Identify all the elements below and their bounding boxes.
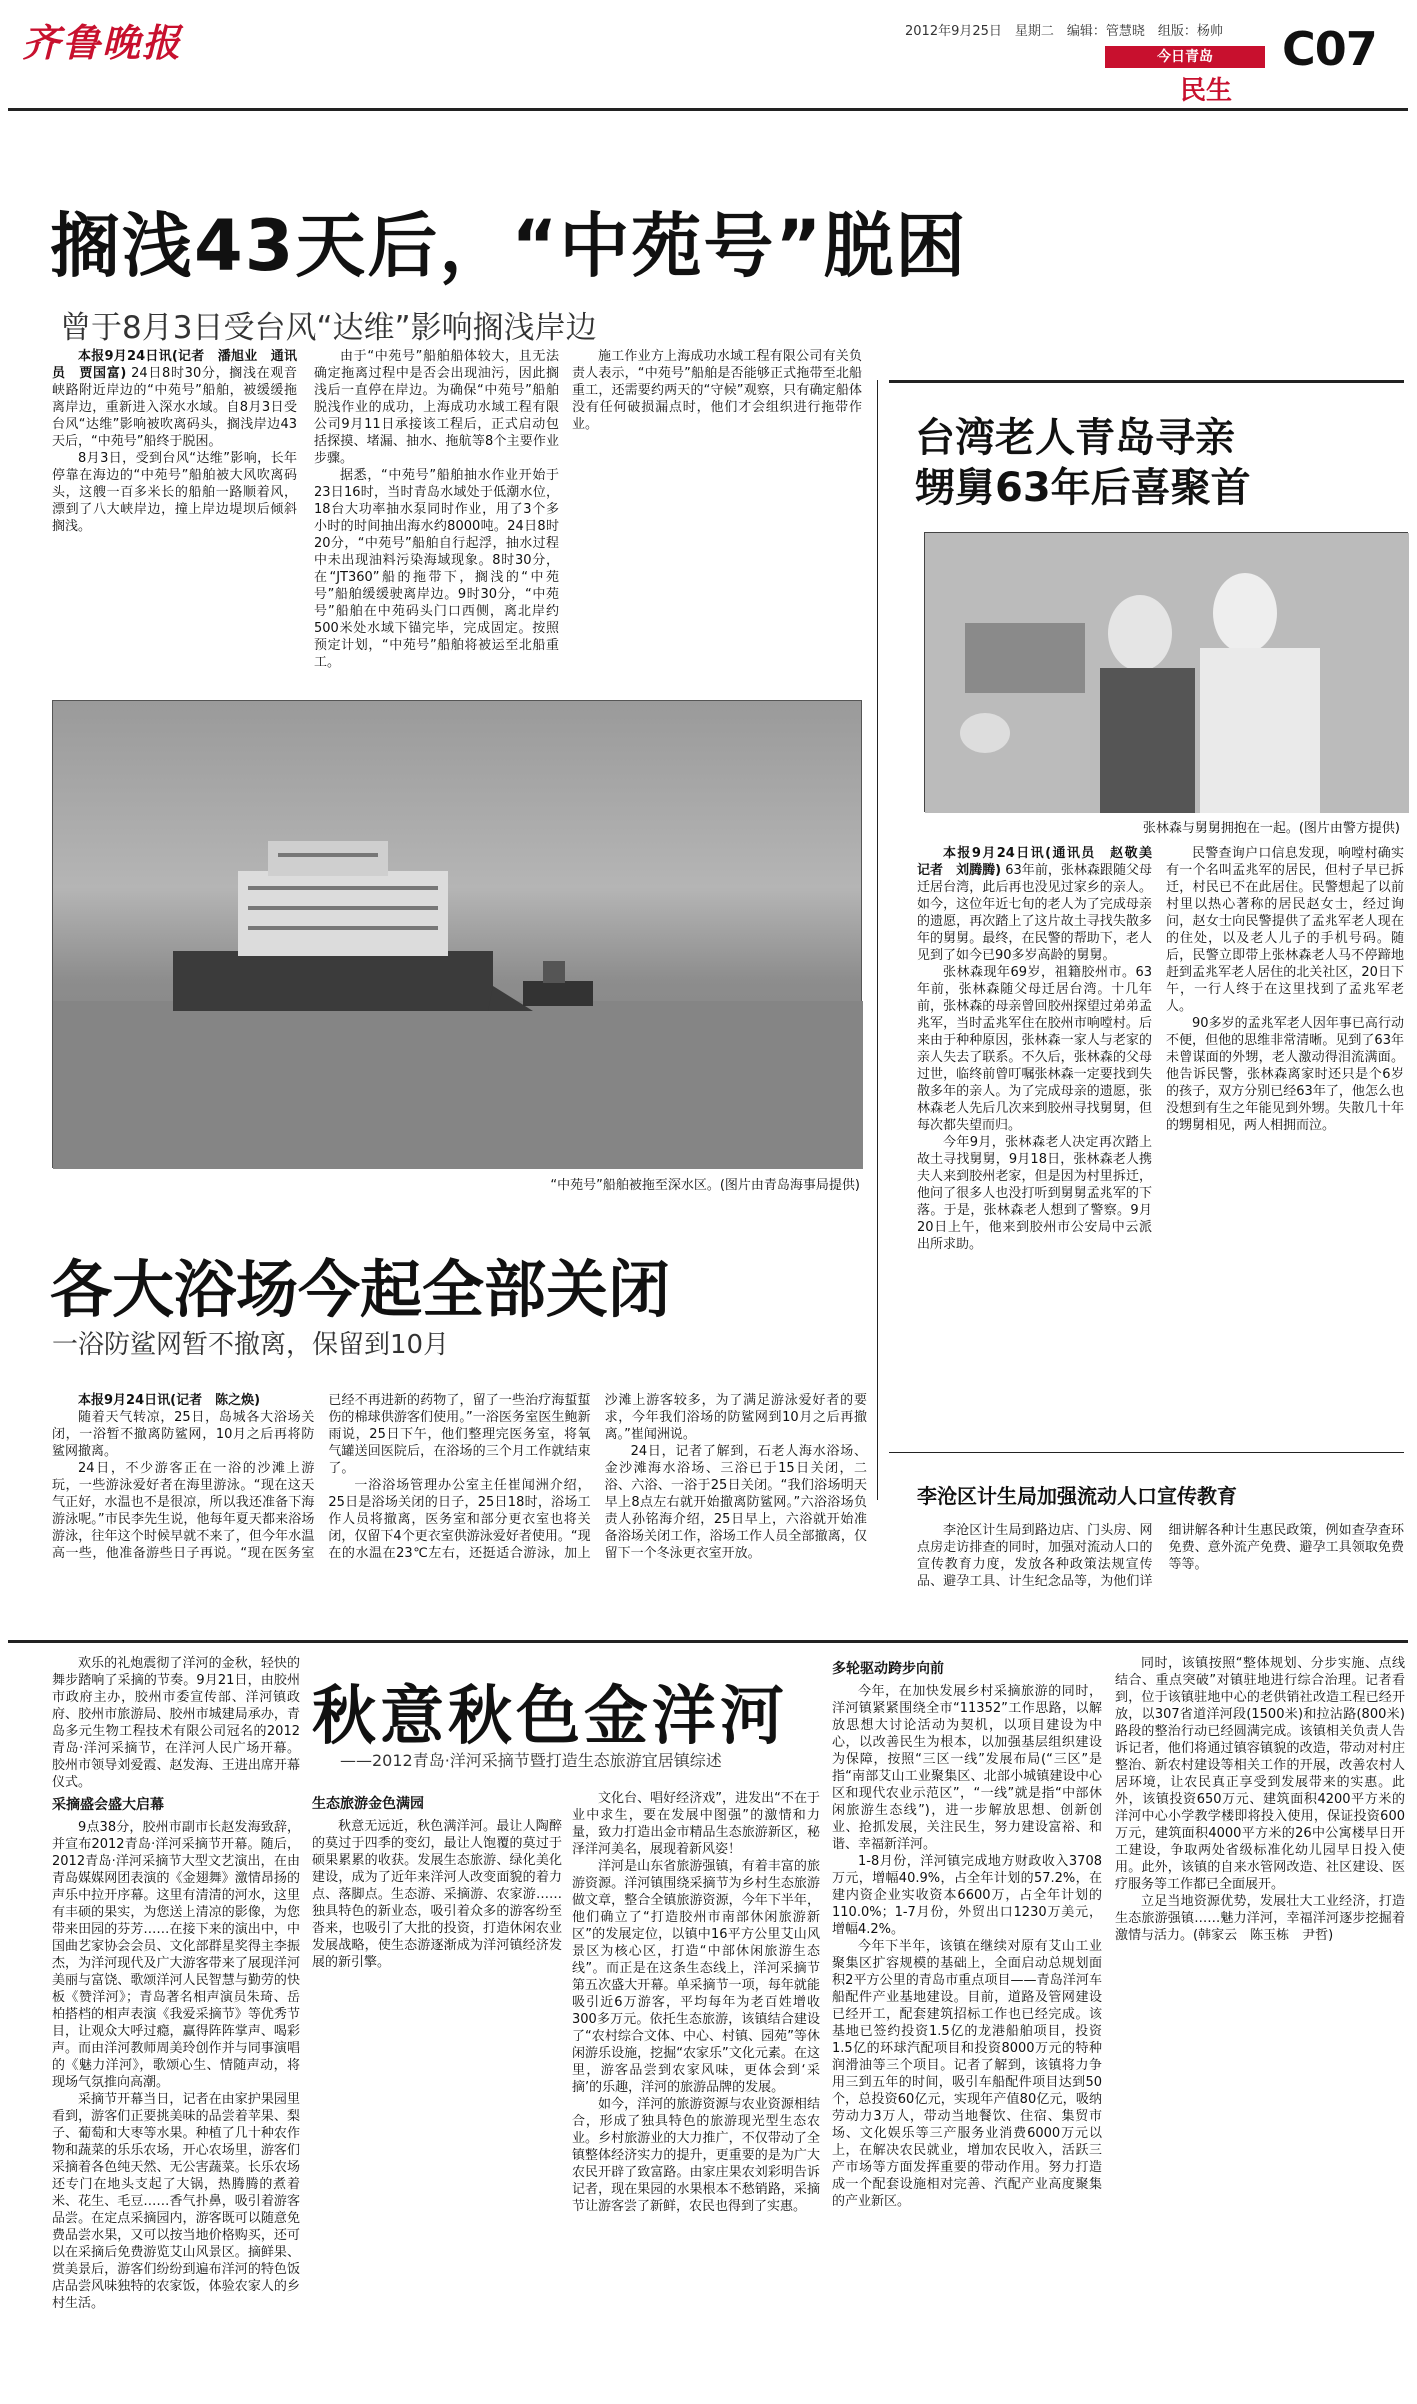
article2-para: 民警查询户口信息发现，响嘡村确实有一个名叫孟兆军的居民，但村子早已拆迁，村民已不在此居住。民警想起了以前村里以热心著称的居民赵女士，经过询问，赵女士向民警提供了孟兆军老人现在的住处，以及老人儿子的手机号码。随后，民警立即带上张林森老人马不停蹄地赶到孟兆军老人居住的北关社区，20日下午，一行人终于在这里找到了孟兆军老人。: [1166, 846, 1404, 1014]
family-illustration: [925, 533, 1409, 813]
article1-para: 8月3日，受到台风“达维”影响，长年停靠在海边的“中苑号”船舶被大风吹离码头，这艘一百多米长的船舶一路顺着风，漂到了八大峡岸边，撞上岸边堤坝后倾斜搁浅。: [52, 451, 297, 534]
ship-hull: [173, 951, 493, 1011]
newspaper-logo: 齐鲁晚报: [22, 20, 183, 65]
elder-head: [1108, 595, 1172, 671]
article5-para: 洋河是山东省旅游强镇，有着丰富的旅游资源。洋河镇围绕采摘节为乡村生态旅游做文章，整合全镇旅游资源，今年下半年，他们确立了“打造胶州市南部休闲旅游新区”的发展定位，以镇中16平方公里艾山风景区为核心区，打造“中部休闲旅游生态线”。而正是在这条生态线上，洋河采摘节第五次盛大开幕。单采摘节一项，每年就能吸引近6万游客，平均每年为老百姓增收300多万元。依托生态旅游，该镇结合建设了“农村综合文体、中心、村镇、园苑”等休闲游乐设施，挖掘“农家乐”文化元素。在这里，游客品尝到农家风味，更体会到‘采摘’的乐趣，洋河的旅游品牌的发展。: [572, 1859, 820, 2095]
article1-para: 据悉，“中苑号”船舶抽水作业开始于23日16时，当时青岛水域处于低潮水位，18台大功率抽水泵同时作业，用了3个多小时的时间抽出海水约8000吨。24日8时20分，“中苑号”船舶自行起浮，抽水过程中未出现油料污染海域现象。8时30分，在“JT360”船的拖带下，搁浅的“中苑号”船舶缓缓驶离岸边。9时30分，“中苑号”船舶在中苑码头门口西侧，离北岸约500米处水域下锚完毕，完成固定。按照预定计划，“中苑号”船舶将被运至北船重工。: [314, 468, 559, 670]
masthead-rule: [8, 108, 1408, 111]
family-photo-caption: 张林森与舅舅拥抱在一起。(图片由警方提供): [1142, 821, 1400, 836]
article5-para: 文化台、唱好经济戏”，进发出“不在于业中求生，要在发展中图强”的激情和力量，致力打造出金市精品生态旅游新区，秘泽洋河美名，展现着新风姿！: [572, 1791, 820, 1857]
tugboat: [523, 981, 593, 1006]
younger-body: [1200, 648, 1320, 813]
column-divider: [877, 380, 878, 1500]
younger-head: [1213, 573, 1277, 653]
article4-para: 李沧区计生局到路边店、门头房、网点房走访排查的同时，加强对流动人口的宣传教育力度，发放各种政策法规宣传品、避孕工具、计生纪念品等，为他们详细讲解各种计生惠民政策，例如查孕查环免费、意外流产免费、避孕工具领取免费等等。: [917, 1523, 1404, 1589]
headline-article4: 李沧区计生局加强流动人口宣传教育: [917, 1484, 1237, 1508]
ship-illustration: [53, 701, 863, 1169]
article5-top-rule: [8, 1640, 1408, 1643]
article3-para: 24日，不少游客正在一浴的沙滩上游玩，一些游泳爱好者在海里游泳。“现在这天气正好，水温也不是很凉，所以我还准备下海游泳呢。”市民李先生说，他每年夏天都来浴场游泳，往年这个时候早就不来了，但今年水温高一些，他准备游些日子再说。“现在医务室已经不再进新的药物了，留了一些治疗海蜇蜇伤的棉球供游客们使用。”一浴医务室医生鲍新雨说，25日下午，他们整理完医务室，将氧气罐送回医院后，在浴场的三个月工作就结束了。: [52, 1393, 591, 1561]
article5-para: 今年下半年，该镇在继续对原有艾山工业聚集区扩容规模的基础上，全面启动总规划面积2平方公里的青岛市重点项目——青岛洋河车船配件产业基地建设。目前，道路及管网建设已经开工，配套建筑招标工作也已经完成。该基地已签约投资1.5亿的龙港船舶项目，投资1.5亿的环球汽配项目和投资8000万元的特种润滑油等三个项目。记者了解到，该镇将力争用三到五年的时间，吸引车船配件项目达到50个，总投资60亿元，实现年产值80亿元，吸纳劳动力3万人，带动当地餐饮、住宿、集贸市场、文化娱乐等三产服务业消费6000万元以上，在解决农民就业，增加农民收入，活跃三产市场等方面发挥重要的带动作用。努力打造成一个配套设施相对完善、汽配产业高度聚集的产业新区。: [832, 1939, 1102, 2209]
headline-article3: 各大浴场今起全部关闭: [50, 1253, 671, 1326]
article3-body: [52, 1392, 867, 1627]
article5-para: 采摘节开幕当日，记者在由家护果园里看到，游客们正要挑美味的品尝着苹果、梨子、葡萄和大枣等水果。种植了几十种农作物和蔬菜的乐乐农场，开心农场里，游客们采摘着各色纯天然、无公害蔬菜。长乐农场还专门在地头支起了大锅，热腾腾的煮着米、花生、毛豆……香气扑鼻，吸引着游客品尝。在定点采摘园内，游客既可以随意免费品尝水果，又可以按当地价格购买，还可以在采摘后免费游览艾山风景区。摘鲜果、赏美景后，游客们纷纷到遍布洋河的特色饭店品尝风味独特的农家饭，体验农家人的乡村生活。: [52, 2092, 300, 2311]
article2-para: 张林森现年69岁，祖籍胶州市。63年前，张林森随父母迁居台湾。十几年前，张林森的母亲曾回胶州探望过弟弟孟兆军，当时孟兆军住在胶州市响嘡村。后来由于种种原因，张林森一家人与老家的亲人失去了联系。不久后，张林森的父母过世，临终前曾叮嘱张林森一定要找到失散多年的亲人。为了完成母亲的遗愿，张林森老人先后几次来到胶州寻找舅舅，但每次都失望而归。: [917, 965, 1152, 1133]
article3-para: 24日，记者了解到，石老人海水浴场、金沙滩海水浴场、三浴已于15日关闭，二浴、六浴、一浴于25日关闭。“我们浴场明天早上8点左右就开始撤离防鲨网。”六浴浴场负责人孙铭海介绍，25日早上，六浴就开始准备浴场关闭工作，浴场工作人员全部撤离，仅留下一个冬泳更衣室开放。: [604, 1444, 867, 1561]
article5-col4: [832, 1655, 1102, 2400]
article5-col3: [572, 1790, 820, 2400]
article2-para: 90多岁的孟兆军老人因年事已高行动不便，但他的思维非常清晰。见到了63年未曾谋面的外甥，老人激动得泪流满面。他告诉民警，张林森离家时还只是个6岁的孩子，双方分别已经63年了，他怎么也没想到有生之年能见到外甥。失散几十年的甥舅相见，两人相拥而泣。: [1166, 1016, 1404, 1133]
article5-col5: [1115, 1655, 1405, 2400]
article5-col2: [312, 1790, 562, 2400]
article4-top-rule: [889, 1452, 1404, 1453]
article5-para: 9点38分，胶州市副市长赵发海致辞，并宣布2012青岛·洋河采摘节开幕。随后，2012青岛·洋河采摘节大型文艺演出，在由青岛媒媒网团表演的《金翅舞》激情昂扬的声乐中拉开序幕。这里有清清的河水，这里有丰硕的果实，为您送上清凉的影像，为您带来田园的芬芳……在接下来的演出中，中国曲艺家协会会员、文化部群星奖得主李振杰，为洋河现代及广大游客带来了展现洋河美丽与富饶、歌颂洋河人民智慧与勤劳的快板《赞洋河》；青岛著名相声演员朱琦、岳柏搭档的相声表演《我爱采摘节》等优秀节目，让观众大呼过瘾，赢得阵阵掌声、喝彩声。而由洋河教师周美玲创作并与同事演唱的《魅力洋河》，歌颂心生、情随声动，将现场气氛推向高潮。: [52, 1820, 300, 2090]
ship-photo: [52, 700, 862, 1168]
article5-para: 今年，在加快发展乡村采摘旅游的同时，洋河镇紧紧围绕全市“11352”工作思路，以解放思想大讨论活动为契机，以项目建设为中心，以改善民生为根本，以加强基层组织建设为保障，按照“三区一线”发展布局(“三区”是指“南部艾山工业聚集区、北部小城镇建设中心区和现代农业示范区”，“一线”就是指“中部休闲旅游生态线”)，进一步解放思想、创新创业、抢抓发展，关注民生，努力建设富裕、和谐、幸福新洋河。: [832, 1684, 1102, 1852]
article3-byline: 本报9月24日讯(记者 陈之焕): [78, 1393, 261, 1408]
date-line: 2012年9月25日 星期二 编辑：管慧晓 组版：杨帅: [905, 24, 1223, 39]
subhead-article1: 曾于8月3日受台风“达维”影响搁浅岸边: [60, 310, 597, 346]
article5-para: 1-8月份，洋河镇完成地方财政收入3708万元，增幅40.9%，占全年计划的57.2%，在建内资企业实收资本6600万，占全年计划的110.0%；1-7月份，外贸出口1230万美元，增幅4.2%。: [832, 1854, 1102, 1937]
subhead-article5: ——2012青岛·洋河采摘节暨打造生态旅游宜居镇综述: [340, 1751, 722, 1770]
article5-subhead3: 多轮驱动跨步向前: [832, 1661, 944, 1677]
headline-article5: 秋意秋色金洋河: [312, 1680, 788, 1754]
article5-para: 如今，洋河的旅游资源与农业资源相结合，形成了独具特色的旅游现光型生态农业。乡村旅游业的大力推广，不仅带动了全镇整体经济实力的提升，更重要的是为广大农民开辟了致富路。由家庄果农刘彩明告诉记者，现在果园的水果根本不愁销路，采摘节让游客尝了新鲜，农民也得到了实惠。: [572, 2097, 820, 2214]
article5-subhead1: 采摘盛会盛大启幕: [52, 1797, 164, 1813]
article1-byline: 本报9月24日讯(记者 潘旭业 通讯员 贾国富) 24日8时30分，搁浅在观音峡路附近岸边的“中苑号”船舶，被缓缓拖离岸边，重新进入深水水域。自8月3日受台风“达维”影响被吹离码头，搁浅岸边43天后，“中苑号”船终于脱困。: [52, 349, 297, 449]
section-label: 今日青岛: [1105, 46, 1265, 68]
article2-col1: [917, 845, 1166, 1405]
article2-top-rule: [889, 380, 1404, 383]
article5-para: 同时，该镇按照“整体规划、分步实施、点线结合、重点突破”对镇驻地进行综合治理。记者看到，位于该镇驻地中心的老供销社改造工程已经开放，以307省道洋河段(1500米)和拉沾路(800米)路段的整治行动已经圆满完成。该镇相关负责人告诉记者，他们将通过镇容镇貌的改造，带动对村庄整治、新农村建设等相关工作的开展，改善农村人居环境，让农民真正享受到发展带来的实惠。此外，该镇投资650万元、建筑面积4200平方米的洋河中心小学教学楼即将投入使用，保证投资600万元，建筑面积4000平方米的26中公寓楼早日开工建设，争取两处省级标准化幼儿园早日投入使用。此外，该镇的自来水管网改造、社区建设、医疗服务等工作都已全面展开。: [1115, 1656, 1405, 1892]
article2-byline: 本报9月24日讯(通讯员 赵敬美 记者 刘腾腾) 63年前，张林森跟随父母迁居台湾，此后再也没见过家乡的亲人。如今，这位年近七旬的老人为了完成母亲的遗愿，再次踏上了这片故土寻找失散多年的舅舅。最终，在民警的帮助下，老人见到了如今已90多岁高龄的舅舅。: [917, 846, 1166, 963]
ship-superstructure: [238, 871, 448, 956]
article2-col2: [1166, 845, 1404, 1405]
article3-para: 随着天气转凉，25日，岛城各大浴场关闭，一浴暂不撤离防鲨网，10月之后再将防鲨网撤离。: [52, 1410, 315, 1459]
article1-para: 施工作业方上海成功水域工程有限公司有关负责人表示，“中苑号”船舶是否能够正式拖带至北船重工，还需要约两天的“守候”观察，只有确定船体没有任何破损漏点时，他们才会组织进行拖带作业。: [572, 349, 862, 432]
subhead-article3: 一浴防鲨网暂不撤离，保留到10月: [52, 1330, 450, 1360]
article1-col1: [52, 348, 297, 693]
ship-photo-caption: “中苑号”船舶被拖至深水区。(图片由青岛海事局提供): [550, 1178, 860, 1193]
article1-para: 由于“中苑号”船舶船体较大，且无法确定拖离过程中是否会出现油污，因此搁浅后一直停在岸边。为确保“中苑号”船舶脱浅作业的成功，上海成功水域工程有限公司9月11日承接该工程后，正式启动包括探摸、堵漏、抽水、拖航等8个主要作业步骤。: [314, 349, 559, 466]
article1-col3: [572, 348, 862, 693]
family-photo: [924, 532, 1408, 812]
article4-body: [917, 1522, 1404, 1632]
article2-para: 今年9月，张林森老人决定再次踏上故土寻找舅舅，9月18日，张林森老人携夫人来到胶州老家，但是因为村里拆迁，他问了很多人也没打听到舅舅孟兆军的下落。于是，张林森老人想到了警察。9月20日上午，他来到胶州市公安局中云派出所求助。: [917, 1135, 1152, 1252]
elder-body: [1100, 668, 1195, 813]
article1-col2: [314, 348, 559, 693]
sub-section-label: 民生: [1180, 76, 1233, 106]
article5-col1: [52, 1655, 300, 2400]
article5-para: 秋意无远近，秋色满洋河。最让人陶醉的莫过于四季的变幻，最让人饱覆的莫过于硕果累累的收获。发展生态旅游、绿化美化建设，成为了近年来洋河人改变面貌的着力点、落脚点。生态游、采摘游、农家游……独具特色的新业态，吸引着众多的游客纷至沓来，也吸引了大批的投资，打造休闲农业发展战略，使生态游逐渐成为洋河镇经济发展的新引擎。: [312, 1819, 562, 1970]
page-number: C07: [1282, 22, 1377, 76]
article5-para: 立足当地资源优势，发展壮大工业经济，打造生态旅游强镇……魅力洋河，幸福洋河逐步挖掘着激情与活力。(韩家云 陈玉栋 尹哲): [1115, 1894, 1405, 1943]
headline-article2: 台湾老人青岛寻亲 甥舅63年后喜聚首: [915, 415, 1251, 511]
article5-intro: 欢乐的礼炮震彻了洋河的金秋，轻快的舞步踏响了采摘的节奏。9月21日，由胶州市政府主办，胶州市委宣传部、洋河镇政府、胶州市旅游局、胶州市城建局承办，青岛多元生物工程技术有限公司冠名的2012青岛·洋河采摘节，在洋河人民广场开幕。胶州市领导刘爱霞、赵发海、王进出席开幕仪式。: [52, 1656, 300, 1790]
article5-subhead2: 生态旅游金色满园: [312, 1796, 424, 1812]
article3-para: 一浴浴场管理办公室主任崔闻洲介绍，25日是浴场关闭的日子，25日18时，浴场工作人员将撤离，医务室和部分更衣室也将关闭，仅留下4个更衣室供游泳爱好者使用。“现在的水温在23℃左右，还挺适合游泳，加上沙滩上游客较多，为了满足游泳爱好者的要求，今年我们浴场的防鲨网到10月之后再撤离。”崔闻洲说。: [328, 1393, 867, 1561]
headline-article1: 搁浅43天后，“中苑号”脱困: [50, 205, 968, 287]
